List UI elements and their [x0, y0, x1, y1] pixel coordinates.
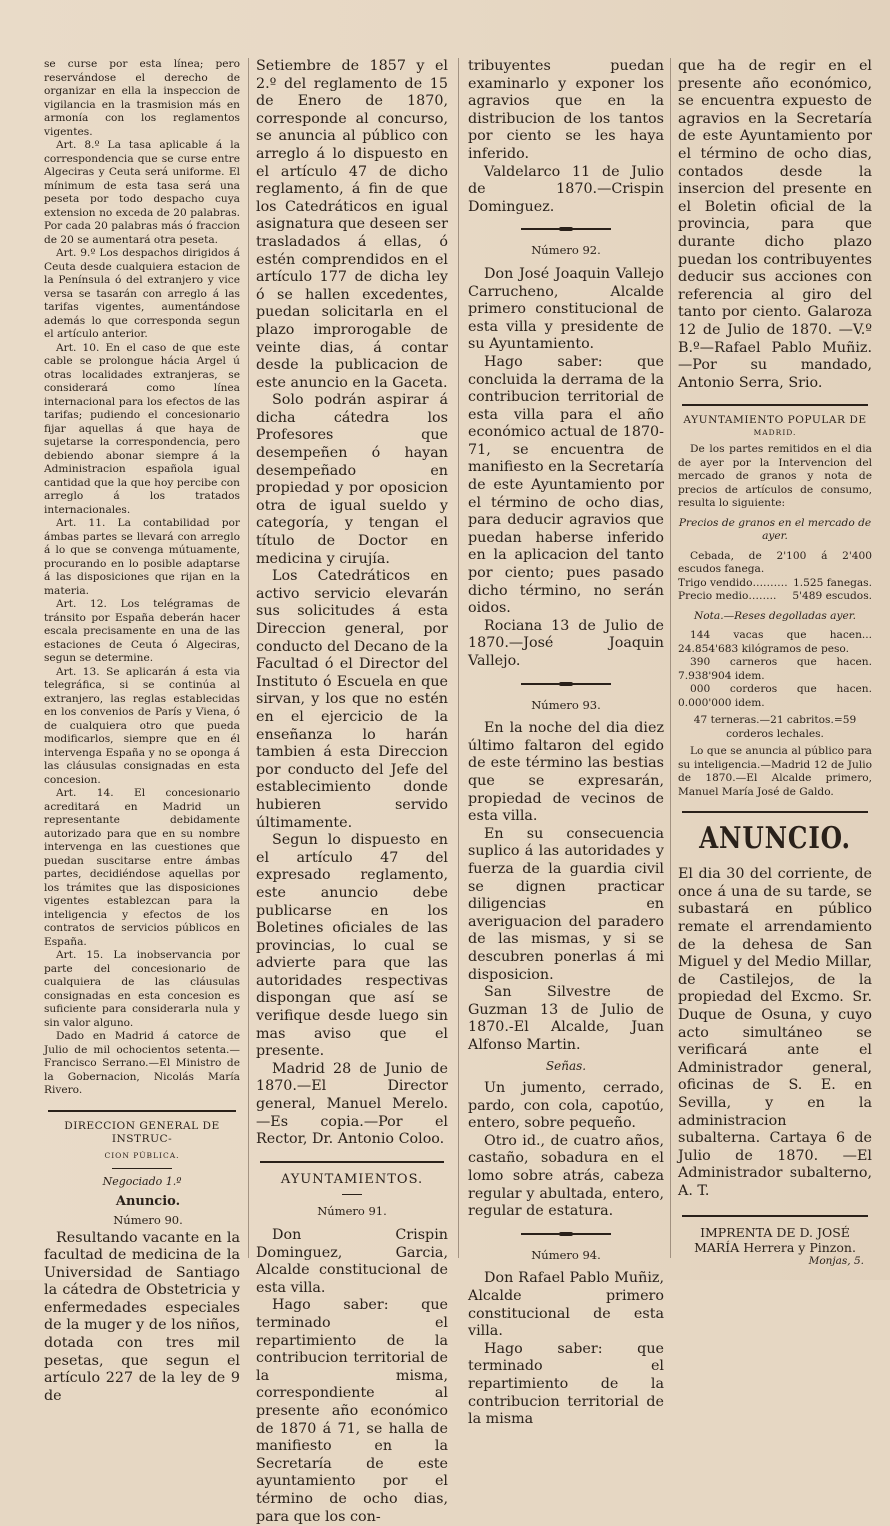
article-14: Art. 14. El concesionario acreditará en Madrid un representante debidamente autorizado para que en su nombre intervenga en las cuestiones que puedan suscitarse entre ámbas partes, decidiéndose aquellas por los trámites que las disposiciones vigentes establezcan para la inteligencia y efectos de los contratos de servicios públicos en España.	[44, 787, 240, 948]
trigo-row	[678, 577, 872, 591]
section-heading: AYUNTAMIENTOS.	[280, 1171, 424, 1187]
reses-line: 000 corderos que hacen. 0.000'000 idem.	[678, 683, 872, 709]
paragraph: Los Catedráticos en activo servicio elevarán sus solicitudes á esta Direccion general, por conducto del Decano de la Facultad ó el Director del Instituto ó Escuela en que sirvan, y los que no estén en el ejercicio de la enseñanza lo harán tambien á esta Direccion por conducto del Jefe del establecimiento donde hubieren servido últimamente.	[256, 568, 448, 831]
signature: Valdelarco 11 de Julio de 1870.—Crispin Dominguez.	[468, 163, 664, 215]
precio-row	[678, 590, 872, 604]
column-3	[468, 58, 664, 1428]
signature: Rociana 13 de Julio de 1870.—José Joaquin Vallejo.	[468, 617, 664, 669]
section-subheading: MADRID.	[753, 428, 797, 438]
article-8: Art. 8.º La tasa aplicable á la correspondencia que se curse entre Algeciras y Ceuta será uniforme. El mínimum de esta tasa será una peseta por todo despacho cuya extension no exceda de 20 palabras. Por cada 20 palabras más ó fraccion de 20 se aumentará otra peseta.	[44, 139, 240, 246]
reses-line: 390 carneros que hacen. 7.938'904 idem.	[678, 656, 872, 682]
column-rule	[670, 58, 671, 1258]
paragraph: Resultando vacante en la facultad de medicina de la Universidad de Santiago la cátedra de Obstetricia y enfermedades especiales de la muger y de los niños, dotada con tres mil pesetas, que segun el artículo 227 de la ley de 9 de	[44, 1229, 240, 1404]
paragraph: se curse por esta línea; pero reservándose el derecho de organizar en ella la inspeccion de vigilancia en la trasmision más en armonía con los reglamentos vigentes.	[44, 58, 240, 138]
divider	[682, 404, 868, 406]
imprint: IMPRENTA DE D. JOSÉ MARÍA Herrera y Pinzon.	[694, 1224, 856, 1255]
article-11: Art. 11. La contabilidad por ámbas partes se llevará con arreglo á lo que se convenga mútuamente, procurando en lo posible adaptarse á las disposiciones que rijan en la materia.	[44, 517, 240, 597]
negociado: Negociado 1.º	[102, 1175, 182, 1188]
numero-92: Número 92.	[531, 243, 601, 258]
reses-line: 47 terneras.—21 cabritos.=59 corderos lechales.	[693, 714, 857, 740]
numero-93: Número 93.	[531, 697, 601, 712]
divider	[682, 811, 868, 813]
article-10: Art. 10. En el caso de que este cable se prolongue hácia Argel ú otras localidades extranjeras, se considerará como línea internacional para los efectos de las tarifas; pudiendo el concesionario fijar aquellas á que haya de sujetarse la correspondencia, pero debiendo abonar siempre á la Administracion española igual cantidad que la que hoy percibe con arreglo á los tratados internacionales.	[44, 341, 240, 516]
section-heading: AYUNTAMIENTO POPULAR DE	[683, 414, 867, 427]
section-heading: DIRECCION GENERAL DE INSTRUC-	[64, 1119, 220, 1145]
paragraph: Don Rafael Pablo Muñiz, Alcalde primero constitucional de esta villa.	[468, 1270, 664, 1340]
section-subheading: CION PÚBLICA.	[104, 1150, 180, 1160]
anuncio-heading: ANUNCIO.	[699, 821, 851, 857]
ornament-divider	[521, 228, 611, 230]
reses-line: 144 vacas que hacen... 24.854'683 kilógramos de peso.	[678, 629, 872, 655]
paragraph: que ha de regir en el presente año económico, se encuentra expuesto de agravios en la Secretaría de este Ayuntamiento por el término de ocho dias, contados desde la insercion del presente en el Boletin oficial de la provincia, para que durante dicho plazo puedan los contribuyentes deducir sus acciones con referencia al giro del tanto por ciento. Galaroza 12 de Julio de 1870. —V.º B.º—Rafael Pablo Muñiz.—Por su mandado, Antonio Serra, Srio.	[678, 58, 872, 391]
precio-value: 5'489 escudos.	[792, 590, 872, 603]
article-13: Art. 13. Se aplicarán á esta via telegráfica, si se continúa al extranjero, las reglas establecidas en los convenios de París y Viena, ó de cualquiera otro que pueda modificarlos, siempre que en él intervenga España y no se oponga á las cláusulas consignadas en esta concesion.	[44, 665, 240, 786]
ornament-divider	[521, 683, 611, 685]
article-9: Art. 9.º Los despachos dirigidos á Ceuta desde cualquiera estacion de la Península ó del extranjero y vice versa se tasarán con arreglo á las tarifas vigentes, aumentándose además lo que corresponda segun el artículo anterior.	[44, 247, 240, 340]
paragraph: Don Crispin Dominguez, Garcia, Alcalde constitucional de esta villa.	[256, 1227, 448, 1296]
column-rule	[248, 58, 249, 1258]
paragraph: Hago saber: que terminado el repartimiento de la contribucion territorial de la misma, correspondiente al presente año económico de 1870 á 71, se halla de manifiesto en la Secretaría de este ayuntamiento por el término de ocho dias, para que los con-	[256, 1297, 448, 1525]
column-rule	[458, 58, 459, 1258]
precio-label: Precio medio……..	[678, 590, 777, 603]
nota-heading: Nota.—Reses degolladas ayer.	[694, 609, 856, 622]
paragraph: De los partes remitidos en el dia de ayer por la Intervencion del mercado de granos y nota de precios de artículos de consumo, resulta lo siguiente:	[678, 443, 872, 510]
divider	[112, 1168, 172, 1169]
ornament-divider	[521, 1233, 611, 1235]
paragraph: Segun lo dispuesto en el artículo 47 del expresado reglamento, este anuncio debe publicarse en los Boletines oficiales de las provincias, lo cual se advierte para que las autoridades respectivas dispongan que así se verifique desde luego sin mas aviso que el presente.	[256, 832, 448, 1060]
signature: Madrid 28 de Junio de 1870.—El Director general, Manuel Merelo.—Es copia.—Por el Rector, Dr. Antonio Coloo.	[256, 1060, 448, 1148]
signature: Dado en Madrid á catorce de Julio de mil ochocientos setenta.—Francisco Serrano.—El Ministro de la Gobernacion, Nicolás María Rivero.	[44, 1030, 240, 1096]
column-2	[256, 58, 448, 1525]
paragraph: tribuyentes puedan examinarlo y exponer los agravios que en la distribucion de los tantos por ciento se les haya inferido.	[468, 58, 664, 162]
paragraph: El dia 30 del corriente, de once á una de su tarde, se subastará en público remate el arrendamiento de la dehesa de San Miguel y del Medio Millar, de Castilejos, de la propiedad del Excmo. Sr. Duque de Osuna, y cuyo acto simultáneo se verificará ante el Administrador general, oficinas de S. E. en Sevilla, y en la administracion subalterna. Cartaya 6 de Julio de 1870. —El Administrador subalterno, A. T.	[678, 866, 872, 1199]
imprint-address: Monjas, 5.	[808, 1254, 864, 1267]
divider	[342, 1194, 362, 1195]
paragraph: En su consecuencia suplico á las autoridades y fuerza de la guardia civil se dignen practicar diligencias en averiguacion del paradero de las mismas, y si se descubren ponerlas á mi disposicion.	[468, 825, 664, 983]
numero-90: Número 90.	[113, 1213, 183, 1227]
divider	[682, 1215, 868, 1217]
article-12: Art. 12. Los telégramas de tránsito por España deberán hacer escala precisamente en una de las estaciones de Ceuta ó Algeciras, segun se determine.	[44, 598, 240, 664]
paragraph: Un jumento, cerrado, pardo, con cola, capotúo, entero, sobre pequeño.	[468, 1080, 664, 1132]
senas-heading: Señas.	[545, 1059, 587, 1074]
paragraph: En la noche del dia diez último faltaron del egido de este término las bestias que se expresarán, propiedad de vecinos de esta villa.	[468, 720, 664, 825]
trigo-value: 1.525 fanegas.	[793, 576, 872, 589]
numero-91: Número 91.	[317, 1204, 387, 1219]
column-4	[678, 58, 872, 1267]
divider	[48, 1110, 236, 1112]
numero-94: Número 94.	[531, 1247, 601, 1262]
anuncio-heading: Anuncio.	[115, 1193, 181, 1209]
paragraph: Hago saber: que concluida la derrama de la contribucion territorial de esta villa para el año económico actual de 1870-71, se encuentra de manifiesto en la Secretaría de este Ayuntamiento por el término de ocho dias, para deducir agravios que puedan haberse inferido en la aplicacion del tanto por ciento; pues pasado dicho término, no serán oidos.	[468, 353, 664, 617]
article-15: Art. 15. La inobservancia por parte del concesionario de cualquiera de las cláusulas consignadas en esta concesion es suficiente para considerarla nula y sin valor alguno.	[44, 949, 240, 1029]
signature: San Silvestre de Guzman 13 de Julio de 1870.-El Alcalde, Juan Alfonso Martin.	[468, 984, 664, 1053]
paragraph: Don José Joaquin Vallejo Carrucheno, Alcalde primero constitucional de esta villa y presidente de su Ayuntamiento.	[468, 265, 664, 353]
paragraph: Otro id., de cuatro años, castaño, sobadura en el lomo sobre atrás, cabeza regular y abultada, entero, regular de estatura.	[468, 1132, 664, 1220]
paragraph: Solo podrán aspirar á dicha cátedra los Profesores que desempeñen ó hayan desempeñado en propiedad y por oposicion otra de igual sueldo y categoría, y tengan el título de Doctor en medicina y cirujía.	[256, 392, 448, 567]
trigo-label: Trigo vendido……….	[678, 576, 788, 589]
paragraph: Lo que se anuncia al público para su inteligencia.—Madrid 12 de Julio de 1870.—El Alcalde primero, Manuel María José de Galdo.	[678, 745, 872, 798]
column-1	[44, 58, 240, 1404]
precios-heading: Precios de granos en el mercado de ayer.	[678, 516, 872, 543]
cebada-line: Cebada, de 2'100 á 2'400 escudos fanega.	[678, 549, 872, 576]
paragraph: Setiembre de 1857 y el 2.º del reglamento de 15 de Enero de 1870, corresponde al concurso, se anuncia al público con arreglo á lo dispuesto en el artículo 47 de dicho reglamento, á fin de que los Catedráticos en igual asignatura que deseen ser trasladados á ellas, ó estén comprendidos en el artículo 177 de dicha ley ó se hallen excedentes, puedan solicitarla en el plazo improrogable de veinte dias, á contar desde la publicacion de este anuncio en la Gaceta.	[256, 58, 448, 391]
divider	[260, 1161, 444, 1163]
paragraph: Hago saber: que terminado el repartimiento de la contribucion territorial de la misma	[468, 1340, 664, 1428]
